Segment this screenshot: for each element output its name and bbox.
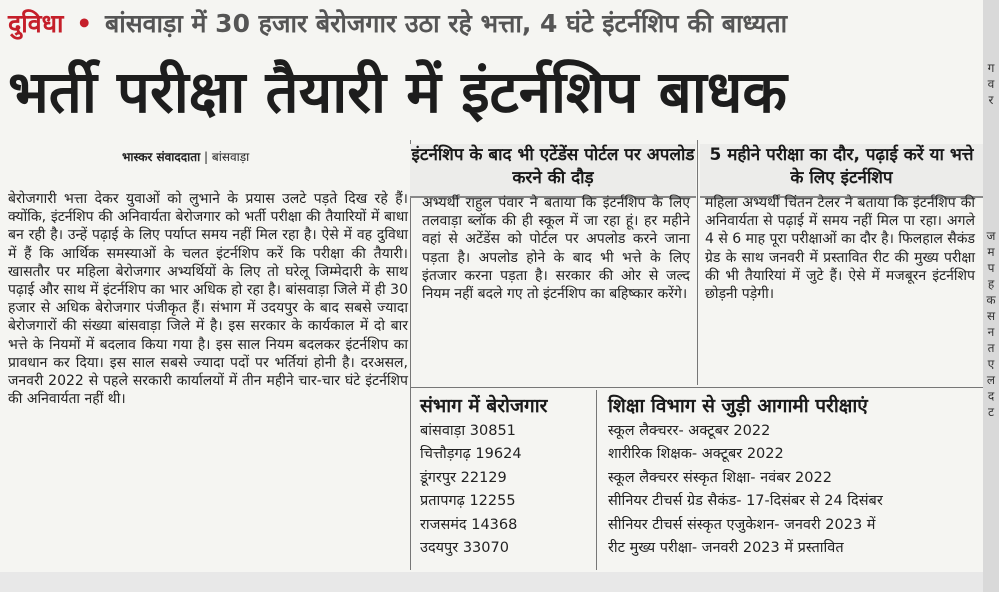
edge-glyph: क xyxy=(986,293,996,307)
list-item: राजसमंद 14368 xyxy=(420,516,518,533)
box-exam-text: महिला अभ्यर्थी चिंतन टेलर ने बताया कि इंटर्नशिप की अनिवार्यता से पढ़ाई में समय नहीं मिल पा रहा। अगले 4 से 6 माह पूरा परीक्षाओं का दौर है। फिलहाल सैकंड ग्रेड के साथ जनवरी में प्रस्तावित रीट की मुख्य परीक्षा की भी तैयारियां में जुटे हैं। ऐसे में मजबूरन इंटर्नशिप छोड़नी पड़ेगी। xyxy=(705,195,975,303)
unemployed-heading: संभाग में बेरोजगार xyxy=(420,395,548,417)
list-item: स्कूल लैक्चरर- अक्टूबर 2022 xyxy=(608,423,771,439)
kicker-line xyxy=(8,6,983,40)
column-divider xyxy=(697,140,698,385)
exams-heading: शिक्षा विभाग से जुड़ी आगामी परीक्षाएं xyxy=(608,395,868,417)
list-item: शारीरिक शिक्षक- अक्टूबर 2022 xyxy=(608,446,784,463)
box-portal-text: अभ्यर्थी राहुल पंवार ने बताया कि इंटर्नशिप के लिए तलवाड़ा ब्लॉक की ही स्कूल में जा रहा हूं। हर महीने वहां से अटेंडेंस को पोर्टल पर अपलोड करने जाना पड़ता है। अपलोड होने के बाद भी भत्ते के लिए इंतजार करना पड़ता है। सरकार की ओर से जल्द नियम नहीं बदले गए तो इंटर्नशिप का बहिष्कार करेंगे। xyxy=(422,195,690,303)
byline-reporter: भास्कर संवाददाता xyxy=(122,150,201,164)
list-item: रीट मुख्य परीक्षा- जनवरी 2023 में प्रस्तावित xyxy=(608,540,844,557)
edge-glyph: ए xyxy=(987,357,995,371)
edge-glyph: म xyxy=(987,245,995,259)
section-divider xyxy=(410,387,983,388)
list-item: डूंगरपुर 22129 xyxy=(420,469,507,486)
edge-glyph: ग xyxy=(987,61,995,75)
edge-glyph: न xyxy=(987,325,995,339)
edge-glyph: प xyxy=(987,261,995,275)
edge-glyph: द xyxy=(987,389,995,403)
byline-separator: | xyxy=(200,150,212,164)
edge-glyph: स xyxy=(986,309,996,323)
list-item: सीनियर टीचर्स ग्रेड सैकंड- 17-दिसंबर से 24 दिसंबर xyxy=(608,493,883,510)
list-item: सीनियर टीचर्स संस्कृत एजुकेशन- जनवरी 2023 में xyxy=(608,516,876,533)
kicker-bullet: • xyxy=(76,9,93,38)
exams-list xyxy=(608,420,883,560)
headline: भर्ती परीक्षा तैयारी में इंटर्नशिप बाधक xyxy=(8,58,787,126)
list-item: चित्तौड़गढ़ 19624 xyxy=(420,446,522,463)
list-item: प्रतापगढ़ 12255 xyxy=(420,493,516,510)
edge-glyph: व xyxy=(987,77,995,91)
edge-glyph: ज xyxy=(986,229,996,243)
list-item: स्कूल लैक्चरर संस्कृत शिक्षा- नवंबर 2022 xyxy=(608,469,832,486)
edge-glyph: ट xyxy=(987,405,995,419)
byline-place: बांसवाड़ा xyxy=(211,150,250,164)
box-portal-heading: इंटर्नशिप के बाद भी एटेंडेंस पोर्टल पर अपलोड करने की दौड़ xyxy=(410,144,696,198)
list-item: उदयपुर 33070 xyxy=(420,540,509,557)
main-story-text: बेरोजगारी भत्ता देकर युवाओं को लुभाने के प्रयास उलटे पड़ते दिख रहे हैं। क्योंकि, इंटर्नशिप की अनिवार्यता बेरोजगार को भर्ती परीक्षा की तैयारियों में बाधा बन रही है। उन्हें पढ़ाई के लिए पर्याप्त समय नहीं मिल रहा है। ऐसे में वह दुविधा में हैं कि आर्थिक समस्याओं के चलत इंटर्नशिप करें कि परीक्षा की तैयारी। खासतौर पर महिला बेरोजगार अभ्यर्थियों के लिए तो घरेलू जिम्मेदारी के साथ पढ़ाई और साथ में इंटर्नशिप का भार अधिक हो रहा है। बांसवाड़ा जिले में ही 30 हजार से अधिक बेरोजगार पंजीकृत हैं। संभाग में उदयपुर के बाद सबसे ज्यादा बेरोजगारों की संख्या बांसवाड़ा जिले में है। इस सरकार के कार्यकाल में दो बार भत्ते के नियमों में बदलाव किया गया है। इस साल नियम बदलकर इंटर्नशिप का प्रावधान कर दिया। इस साल सबसे ज्यादा पदों पर भर्तियां होनी है। दरअसल, जनवरी 2022 से पहले सरकारी कार्यालयों में तीन महीने चार-चार घंटे इंटर्नशिप की अनिवार्यता नहीं थी। xyxy=(8,191,408,408)
kicker-text: बांसवाड़ा में 30 हजार बेरोजगार उठा रहे भत्ता, 4 घंटे इंटर्नशिप की बाध्यता xyxy=(104,9,788,38)
edge-glyph: त xyxy=(987,341,995,355)
adjacent-column-edge xyxy=(983,0,999,592)
column-divider xyxy=(596,390,597,570)
edge-glyph: र xyxy=(988,93,994,107)
box-exam-heading: 5 महीने परीक्षा का दौर, पढ़ाई करें या भत्ते के लिए इंटर्नशिप xyxy=(700,144,983,198)
kicker-tag: दुविधा xyxy=(8,9,64,38)
page-bottom-margin xyxy=(0,572,983,592)
byline xyxy=(122,148,249,165)
unemployed-list xyxy=(420,420,522,560)
edge-glyph: ह xyxy=(987,277,995,291)
edge-glyph: ल xyxy=(986,373,996,387)
list-item: बांसवाड़ा 30851 xyxy=(420,423,516,439)
column-divider xyxy=(410,140,411,570)
